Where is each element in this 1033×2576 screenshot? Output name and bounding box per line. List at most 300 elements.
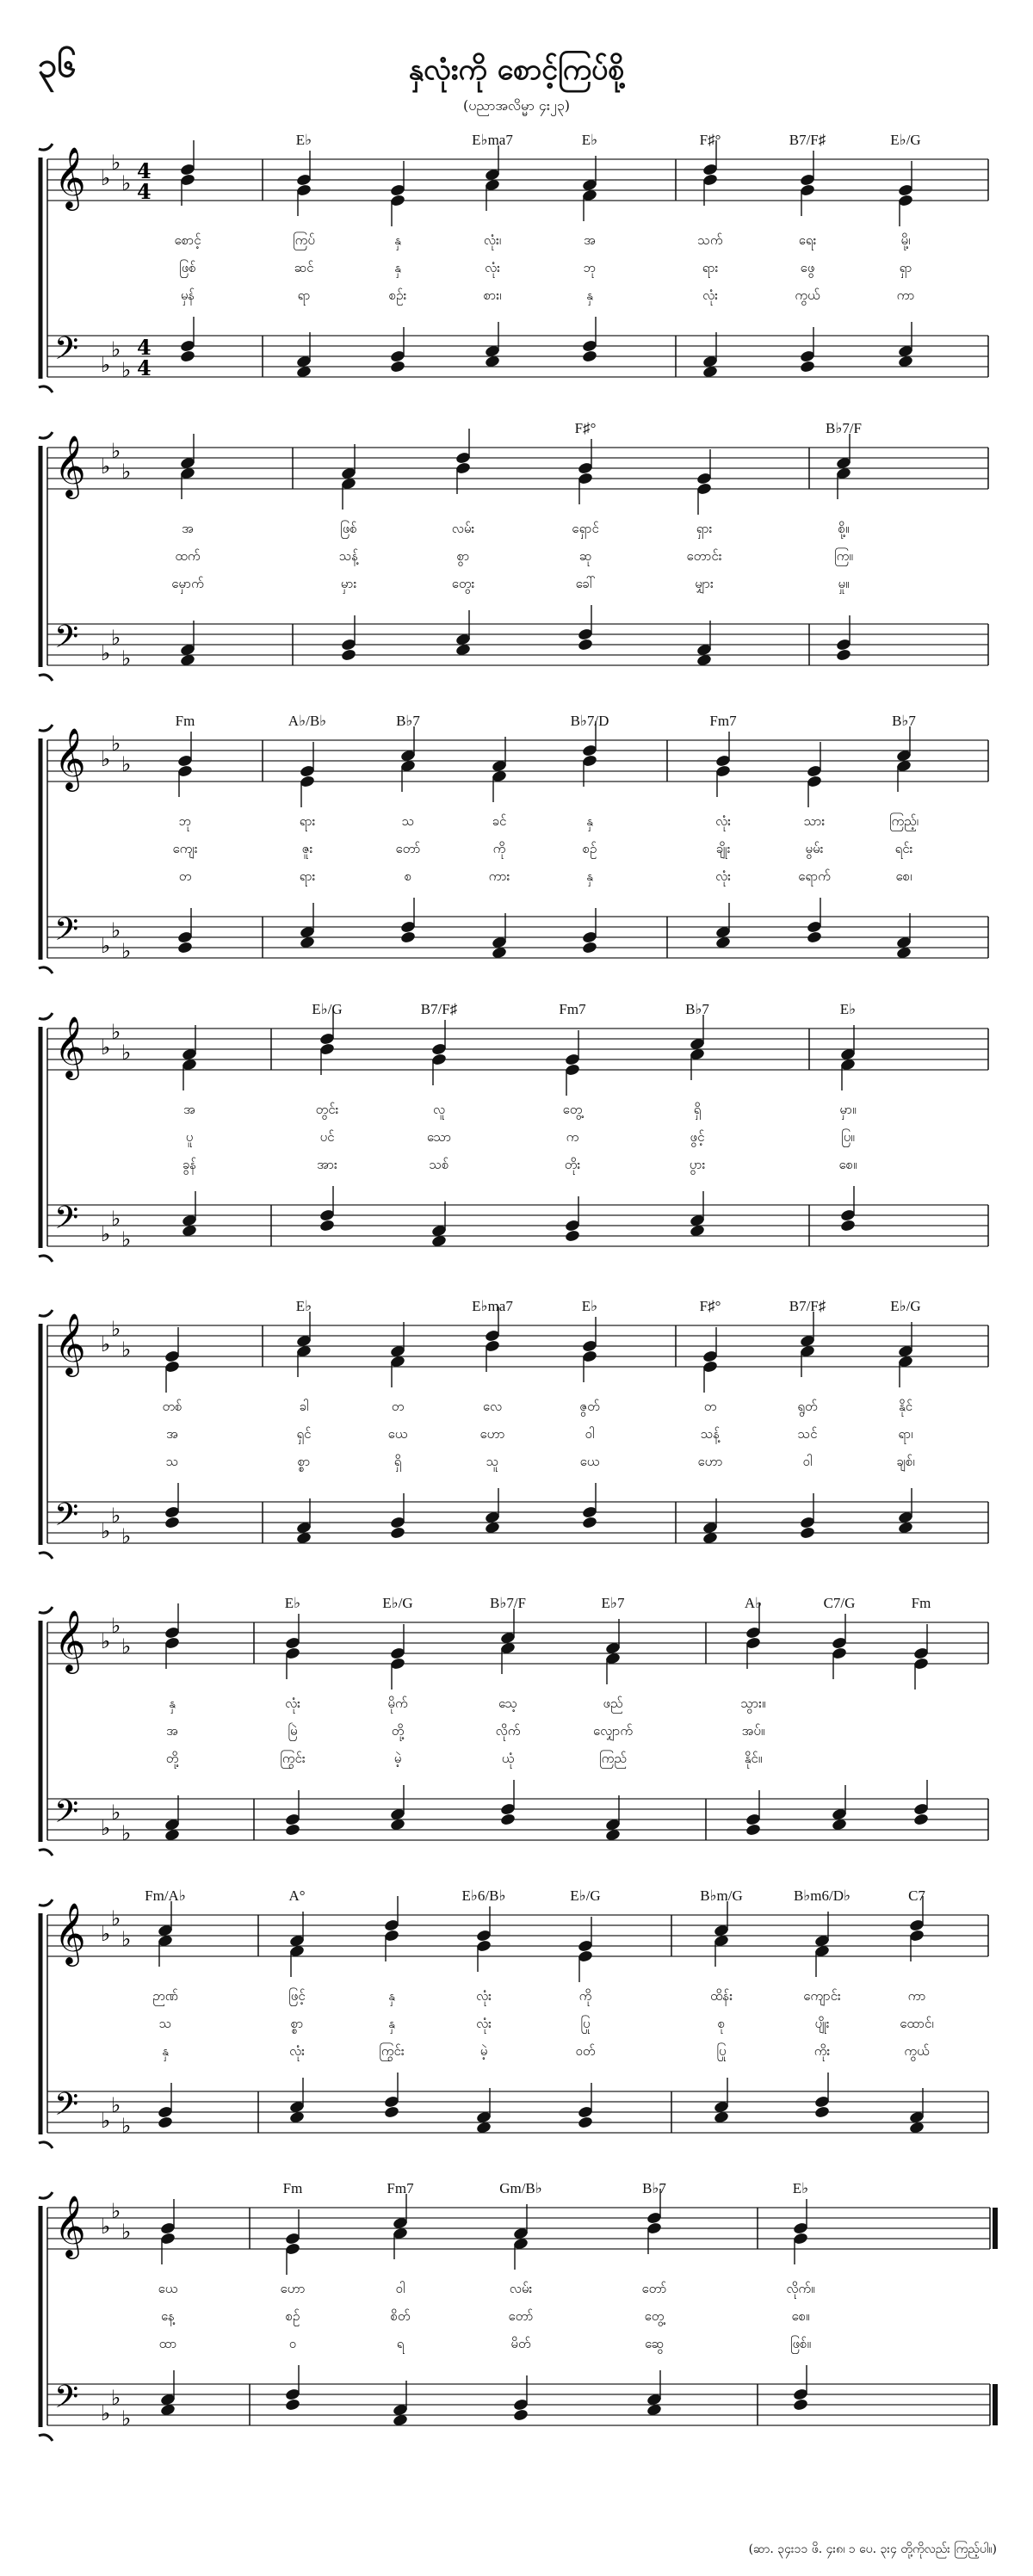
- chord-symbol: E♭/G: [890, 132, 921, 148]
- lyric-syllable: ပင်: [319, 1129, 335, 1145]
- note: [390, 1526, 406, 1540]
- note: [158, 2116, 174, 2129]
- lyric-syllable: နေ့: [161, 2308, 175, 2324]
- lyric-syllable: လိုက်။: [786, 2281, 815, 2296]
- lyric-syllable: စေ။: [838, 1157, 857, 1172]
- lyric-syllable: သင်: [797, 1426, 818, 1442]
- lyric-syllable: ဆင်: [294, 260, 314, 275]
- lyric-syllable: စု: [717, 2016, 726, 2031]
- system-5: [0, 1291, 1033, 1571]
- lyric-syllable: မို့၊: [900, 232, 911, 248]
- lyric-syllable: မှာ။: [839, 1102, 857, 1117]
- lyric-syllable: ရေး: [798, 232, 817, 248]
- svg-text:𝄞: 𝄞: [54, 1015, 86, 1078]
- lyric-syllable: သား: [803, 813, 826, 829]
- chord-symbol: Fm: [282, 2180, 303, 2196]
- lyric-syllable: စို့။: [838, 521, 850, 536]
- svg-text:♭: ♭: [101, 2401, 111, 2425]
- svg-text:♭: ♭: [111, 1801, 121, 1825]
- lyric-syllable: စောင့်: [174, 232, 201, 248]
- lyric-syllable: လုံး: [476, 2016, 492, 2031]
- lyric-syllable: ပြု: [580, 2016, 591, 2031]
- lyric-syllable: ကြ။: [834, 548, 853, 564]
- chord-symbol: Gm/B♭: [499, 2180, 542, 2196]
- chord-symbol: B♭7: [642, 2180, 666, 2196]
- lyric-syllable: ပြု: [716, 2043, 727, 2059]
- svg-text:𝄞: 𝄞: [54, 434, 86, 497]
- system-8: [0, 2173, 1033, 2453]
- note: [913, 1813, 930, 1826]
- chord-symbol: E♭/G: [312, 1001, 343, 1017]
- note: [745, 1823, 762, 1837]
- note: [164, 1516, 181, 1529]
- svg-text:♭: ♭: [121, 1821, 132, 1845]
- svg-text:♭: ♭: [101, 1332, 111, 1356]
- svg-text:♭: ♭: [101, 1035, 111, 1059]
- lyric-syllable: ခါ: [299, 1399, 309, 1414]
- svg-text:♭: ♭: [121, 171, 132, 195]
- lyric-syllable: ကို: [492, 841, 506, 856]
- note: [565, 1229, 581, 1243]
- chord-symbol: B♭m/G: [700, 1887, 743, 1904]
- lyric-syllable: ဇွတ်: [579, 1399, 600, 1414]
- lyric-syllable: လိုက်: [495, 1723, 521, 1739]
- lyric-syllable: ကြွင်း: [379, 2043, 405, 2059]
- lyric-syllable: ထောင်၊: [900, 2016, 934, 2031]
- lyric-syllable: ရှိ: [393, 1454, 402, 1469]
- note: [390, 360, 406, 374]
- svg-text:𝄞: 𝄞: [54, 1609, 86, 1671]
- lyric-syllable: မှောက်: [171, 576, 204, 591]
- lyric-syllable: ကာ: [896, 287, 915, 303]
- lyric-syllable: ထက်: [175, 548, 201, 564]
- chord-symbol: F♯°: [699, 132, 721, 148]
- note: [341, 648, 357, 662]
- lyric-syllable: ခေါ်: [575, 576, 596, 591]
- svg-text:♭: ♭: [101, 454, 111, 479]
- lyric-syllable: ယုံ: [501, 1751, 515, 1766]
- lyric-syllable: စေ။: [791, 2308, 810, 2324]
- lyric-syllable: ရောက်: [798, 868, 831, 884]
- lyric-syllable: သ: [401, 813, 415, 829]
- note: [384, 2105, 400, 2119]
- lyric-syllable: လုံး၊: [483, 232, 502, 248]
- svg-text:♭: ♭: [111, 732, 121, 756]
- lyric-syllable: သက်: [697, 232, 723, 248]
- lyric-syllable: ခင်: [492, 813, 507, 829]
- chord-symbol: E♭ma7: [472, 1298, 513, 1314]
- chord-symbol: E♭/G: [570, 1887, 601, 1904]
- lyric-syllable: စဉ်: [582, 841, 597, 856]
- lyric-syllable: ကြည်: [599, 1751, 627, 1766]
- chord-symbol: A♭/B♭: [288, 713, 327, 729]
- chord-symbol: B7/F♯: [789, 1298, 826, 1314]
- lyric-syllable: စား၊: [483, 287, 502, 303]
- lyric-syllable: ဖြစ်: [340, 521, 357, 536]
- lyric-syllable: နှ: [394, 232, 401, 248]
- chord-symbol: E♭7: [601, 1595, 625, 1611]
- staff-graphic: [0, 994, 1033, 1274]
- svg-text:♭: ♭: [111, 151, 121, 175]
- lyric-syllable: တော်: [641, 2281, 667, 2296]
- lyric-syllable: နှ: [162, 2043, 169, 2059]
- staff-graphic: [0, 125, 1033, 405]
- svg-text:♭: ♭: [121, 1041, 132, 1065]
- svg-text:4: 4: [137, 355, 152, 380]
- lyric-syllable: နှ: [388, 2016, 395, 2031]
- lyric-syllable: ဖြစ်။: [789, 2336, 812, 2351]
- system-2: [0, 413, 1033, 693]
- svg-text:♭: ♭: [121, 1337, 132, 1362]
- chord-symbol: C7: [908, 1887, 925, 1904]
- chord-symbol: B7/F♯: [789, 132, 826, 148]
- staff-graphic: [0, 1881, 1033, 2160]
- system-3: [0, 706, 1033, 985]
- lyric-syllable: လုံး: [289, 2043, 305, 2059]
- svg-text:♭: ♭: [121, 752, 132, 776]
- lyric-syllable: တစ်: [162, 1399, 182, 1414]
- chord-symbol: Fm7: [387, 2180, 414, 2196]
- svg-text:𝄞: 𝄞: [54, 1312, 86, 1374]
- lyric-syllable: ရှင်: [296, 1426, 312, 1442]
- system-7: [0, 1881, 1033, 2160]
- lyric-syllable: နှ: [388, 1988, 395, 2004]
- lyric-syllable: အ: [166, 1723, 178, 1739]
- lyric-syllable: ရွတ်: [797, 1399, 818, 1414]
- chord-symbol: B♭7: [892, 713, 916, 729]
- svg-text:♭: ♭: [121, 1634, 132, 1659]
- lyric-syllable: လုံး: [715, 813, 731, 829]
- note: [400, 930, 417, 944]
- note: [814, 2105, 831, 2119]
- lyric-syllable: ရှာ: [899, 260, 912, 275]
- lyric-syllable: ကိုး: [813, 2043, 831, 2059]
- svg-text:𝄢: 𝄢: [54, 1497, 79, 1541]
- chord-symbol: E♭: [581, 132, 598, 148]
- svg-text:♭: ♭: [101, 747, 111, 771]
- chord-symbol: E♭: [284, 1595, 301, 1611]
- svg-text:♭: ♭: [111, 626, 121, 650]
- note: [500, 1813, 516, 1826]
- svg-text:♭: ♭: [111, 1207, 121, 1231]
- svg-text:♭: ♭: [111, 2093, 121, 2117]
- note: [180, 349, 196, 363]
- lyric-syllable: မှန်: [180, 287, 195, 303]
- lyric-syllable: ရား: [702, 260, 719, 275]
- chord-symbol: E♭: [839, 1001, 857, 1017]
- lyric-syllable: စဉ်း: [388, 287, 407, 303]
- svg-text:𝄢: 𝄢: [54, 1794, 79, 1838]
- lyric-syllable: မဲ့: [393, 1751, 402, 1766]
- lyric-syllable: တို့: [391, 1723, 405, 1739]
- lyric-syllable: သ: [165, 1454, 179, 1469]
- lyric-syllable: တွေး: [451, 576, 475, 591]
- lyric-syllable: အား: [317, 1157, 337, 1172]
- svg-text:♭: ♭: [111, 2199, 121, 2223]
- svg-text:♭: ♭: [101, 166, 111, 190]
- note: [800, 360, 816, 374]
- lyric-syllable: တော်: [508, 2308, 534, 2324]
- lyric-syllable: ဝါ: [802, 1454, 813, 1469]
- lyric-syllable: ဟော: [479, 1426, 505, 1442]
- lyric-syllable: လမ်း: [509, 2281, 533, 2296]
- chord-symbol: B♭7: [685, 1001, 709, 1017]
- lyric-syllable: ဆု: [578, 548, 592, 564]
- svg-text:♭: ♭: [121, 646, 132, 670]
- svg-text:♭: ♭: [121, 1927, 132, 1951]
- lyric-syllable: နှ: [586, 287, 593, 303]
- lyric-syllable: ကွယ်: [795, 287, 820, 303]
- lyric-syllable: နှ: [394, 260, 401, 275]
- system-4: [0, 994, 1033, 1274]
- lyric-syllable: သွား။: [740, 1696, 766, 1711]
- lyric-syllable: ကျောင်း: [803, 1988, 841, 2004]
- chord-symbol: B♭7/D: [570, 713, 609, 729]
- lyric-syllable: အ: [182, 521, 194, 536]
- lyric-syllable: တ: [703, 1399, 717, 1414]
- svg-text:♭: ♭: [101, 1629, 111, 1653]
- lyric-syllable: ကား: [488, 868, 510, 884]
- system-1: [0, 125, 1033, 405]
- lyric-syllable: မှား: [340, 576, 357, 591]
- svg-text:♭: ♭: [101, 2215, 111, 2239]
- chord-symbol: Fm/A♭: [145, 1887, 186, 1904]
- svg-text:♭: ♭: [101, 1816, 111, 1840]
- svg-text:𝄞: 𝄞: [54, 1901, 86, 1964]
- lyric-syllable: ယေ: [579, 1454, 600, 1469]
- lyric-syllable: စ္စာ: [297, 1454, 311, 1469]
- lyric-syllable: ရာ: [297, 287, 311, 303]
- chord-symbol: B♭7/F: [489, 1595, 527, 1611]
- page-number: ၃၆: [38, 45, 77, 85]
- note: [285, 2398, 301, 2412]
- lyric-syllable: လုံး: [285, 1696, 300, 1711]
- svg-text:♭: ♭: [111, 2386, 121, 2410]
- lyric-syllable: ကြည့်၊: [888, 813, 919, 829]
- svg-text:♭: ♭: [121, 1227, 132, 1251]
- lyric-syllable: ပျိုး: [814, 2016, 830, 2031]
- song-subtitle: (ပညာအလိမ္မာ ၄း၂၃): [462, 97, 571, 114]
- lyric-syllable: မှု။: [838, 576, 850, 591]
- svg-text:𝄢: 𝄢: [54, 330, 79, 374]
- lyric-syllable: လမ်း: [451, 521, 475, 536]
- lyric-syllable: မဲ့: [479, 2043, 488, 2059]
- lyric-syllable: မိတ်: [510, 2336, 531, 2351]
- lyric-syllable: ဆွေ: [644, 2336, 665, 2351]
- lyric-syllable: ရှောင်: [572, 521, 599, 536]
- note: [836, 648, 852, 662]
- svg-text:♭: ♭: [111, 1020, 121, 1044]
- chord-symbol: Fm7: [709, 713, 737, 729]
- lyric-syllable: စေ၊: [895, 868, 912, 884]
- svg-text:♭: ♭: [101, 934, 111, 958]
- lyric-syllable: ဖွေ: [800, 260, 815, 275]
- note: [578, 2116, 594, 2129]
- svg-text:♭: ♭: [121, 1524, 132, 1548]
- note: [177, 941, 194, 954]
- chord-symbol: E♭ma7: [472, 132, 513, 148]
- lyric-syllable: တိုး: [564, 1157, 581, 1172]
- lyric-syllable: ပွား: [689, 1157, 706, 1172]
- svg-text:♭: ♭: [121, 939, 132, 963]
- chord-symbol: E♭: [581, 1298, 598, 1314]
- lyric-syllable: နှ: [586, 868, 593, 884]
- svg-text:♭: ♭: [121, 460, 132, 484]
- svg-text:♭: ♭: [101, 1222, 111, 1246]
- lyric-syllable: လုံး: [702, 287, 718, 303]
- chord-symbol: A♭: [744, 1595, 763, 1611]
- lyric-syllable: သေ့: [498, 1696, 518, 1711]
- svg-text:𝄢: 𝄢: [54, 2379, 79, 2423]
- svg-text:♭: ♭: [111, 918, 121, 942]
- note: [285, 1823, 301, 1837]
- lyric-syllable: ရား: [299, 868, 316, 884]
- lyric-syllable: တ: [391, 1399, 405, 1414]
- note: [800, 1526, 816, 1540]
- lyric-syllable: လူ: [432, 1102, 446, 1117]
- lyric-syllable: စဉ်: [285, 2308, 300, 2324]
- lyric-syllable: ရှိ: [693, 1102, 702, 1117]
- lyric-syllable: သူ: [486, 1454, 499, 1469]
- lyric-syllable: ဝ: [288, 2336, 297, 2351]
- lyric-syllable: ဖြင့်: [288, 1988, 306, 2004]
- note: [578, 638, 594, 652]
- chord-symbol: E♭6/B♭: [461, 1887, 506, 1904]
- chord-symbol: B7/F♯: [420, 1001, 458, 1017]
- lyric-syllable: ကျေး: [172, 841, 198, 856]
- note: [840, 1219, 857, 1232]
- lyric-syllable: မိုက်: [387, 1696, 408, 1711]
- svg-text:♭: ♭: [121, 2220, 132, 2244]
- lyric-syllable: သန့်: [700, 1426, 721, 1442]
- lyric-syllable: စ: [404, 868, 412, 884]
- lyric-syllable: တွင်း: [315, 1102, 339, 1117]
- lyric-syllable: ကြွင်း: [280, 1751, 306, 1766]
- lyric-syllable: စ္စာ: [290, 2016, 304, 2031]
- svg-text:4: 4: [137, 179, 152, 204]
- lyric-syllable: ထာ: [158, 2336, 177, 2351]
- lyric-syllable: ထိန်း: [709, 1988, 733, 2004]
- chord-symbol: E♭: [792, 2180, 809, 2196]
- svg-text:𝄢: 𝄢: [54, 911, 79, 955]
- lyric-syllable: တို့: [165, 1751, 179, 1766]
- lyric-syllable: နိုင်။: [744, 1751, 763, 1766]
- chord-symbol: Fm7: [559, 1001, 586, 1017]
- lyric-syllable: ယေ: [158, 2281, 178, 2296]
- lyric-syllable: အ: [183, 1102, 195, 1117]
- svg-text:♭: ♭: [111, 1317, 121, 1341]
- lyric-syllable: ချစ်၊: [896, 1454, 915, 1469]
- lyric-syllable: သစ်: [429, 1157, 449, 1172]
- svg-text:♭: ♭: [111, 1906, 121, 1930]
- lyric-syllable: လုံး: [476, 1988, 492, 2004]
- lyric-syllable: အ: [166, 1426, 178, 1442]
- lyric-syllable: ဝတ်: [575, 2043, 596, 2059]
- lyric-syllable: ဝါ: [395, 2281, 405, 2296]
- lyric-syllable: တ: [178, 868, 192, 884]
- footnote: (ဆာ. ၃၄း၁၁ ဖိ. ၄း၈၊ ၁ ပေ. ၃း၄ တို့ကိုလည်း ကြည့်ပါ။): [748, 2542, 997, 2556]
- chord-symbol: F♯°: [699, 1298, 721, 1314]
- system-6: [0, 1588, 1033, 1868]
- svg-text:♭: ♭: [101, 1922, 111, 1946]
- chord-symbol: C7/G: [823, 1595, 856, 1611]
- lyric-syllable: ကြပ်: [293, 232, 315, 248]
- lyric-syllable: ဟော: [280, 2281, 306, 2296]
- svg-text:♭: ♭: [111, 439, 121, 463]
- staff-graphic: [0, 706, 1033, 985]
- lyric-syllable: တွေ့: [562, 1102, 583, 1117]
- lyric-syllable: ကို: [578, 1988, 592, 2004]
- chord-symbol: Fm: [175, 713, 195, 729]
- lyric-syllable: က: [566, 1129, 579, 1145]
- note: [582, 349, 598, 363]
- lyric-syllable: မြဲ: [288, 1723, 298, 1739]
- lyric-syllable: ချိုး: [715, 841, 731, 856]
- lyric-syllable: လုံး: [485, 260, 500, 275]
- svg-text:♭: ♭: [101, 1519, 111, 1543]
- note: [582, 941, 598, 954]
- chord-symbol: E♭/G: [382, 1595, 413, 1611]
- chord-symbol: Fm: [911, 1595, 931, 1611]
- svg-text:𝄢: 𝄢: [54, 619, 79, 663]
- lyric-syllable: လျှောက်: [592, 1723, 634, 1739]
- lyric-syllable: လုံး: [715, 868, 731, 884]
- lyric-syllable: တော်: [395, 841, 421, 856]
- lyric-syllable: အပ်။: [741, 1723, 765, 1739]
- svg-text:𝄞: 𝄞: [54, 726, 86, 789]
- note: [513, 2408, 529, 2422]
- svg-text:♭: ♭: [121, 358, 132, 382]
- staff-graphic: [0, 413, 1033, 693]
- svg-text:𝄞: 𝄞: [54, 145, 86, 208]
- svg-text:𝄢: 𝄢: [54, 1200, 79, 1244]
- lyric-syllable: ပူ: [185, 1129, 194, 1145]
- lyric-syllable: ရာ၊: [898, 1426, 913, 1442]
- svg-text:𝄢: 𝄢: [54, 2086, 79, 2130]
- lyric-syllable: ရ: [396, 2336, 405, 2351]
- svg-text:4: 4: [137, 158, 152, 183]
- lyric-syllable: သ: [158, 2016, 172, 2031]
- note: [793, 2398, 809, 2412]
- lyric-syllable: မျှား: [695, 576, 714, 591]
- lyric-syllable: ကွယ်: [904, 2043, 930, 2059]
- chord-symbol: E♭: [295, 1298, 312, 1314]
- lyric-syllable: သော: [426, 1129, 452, 1145]
- lyric-syllable: ရှား: [696, 521, 713, 536]
- lyric-syllable: ဉာဏ်: [152, 1988, 178, 2004]
- svg-text:♭: ♭: [101, 2109, 111, 2133]
- lyric-syllable: နှ: [169, 1696, 176, 1711]
- lyric-syllable: မွမ်း: [805, 841, 824, 856]
- svg-text:𝄞: 𝄞: [54, 2194, 86, 2257]
- lyric-syllable: ဇူး: [301, 841, 313, 856]
- lyric-syllable: အ: [584, 232, 596, 248]
- note: [582, 1516, 598, 1529]
- lyric-syllable: ရင်း: [894, 841, 913, 856]
- lyric-syllable: ယေ: [387, 1426, 408, 1442]
- svg-text:4: 4: [137, 335, 152, 360]
- svg-text:♭: ♭: [121, 2406, 132, 2431]
- lyric-syllable: ခွန်: [182, 1157, 197, 1172]
- chord-symbol: E♭/G: [890, 1298, 921, 1314]
- chord-symbol: A°: [288, 1887, 306, 1904]
- svg-text:♭: ♭: [111, 337, 121, 361]
- lyric-syllable: ပြ။: [841, 1129, 855, 1145]
- song-title: နှလုံးကို စောင့်ကြပ်စို့: [408, 53, 625, 87]
- note: [319, 1219, 336, 1232]
- lyric-syllable: လေ: [482, 1399, 503, 1414]
- lyric-syllable: ဖွင့်: [690, 1129, 705, 1145]
